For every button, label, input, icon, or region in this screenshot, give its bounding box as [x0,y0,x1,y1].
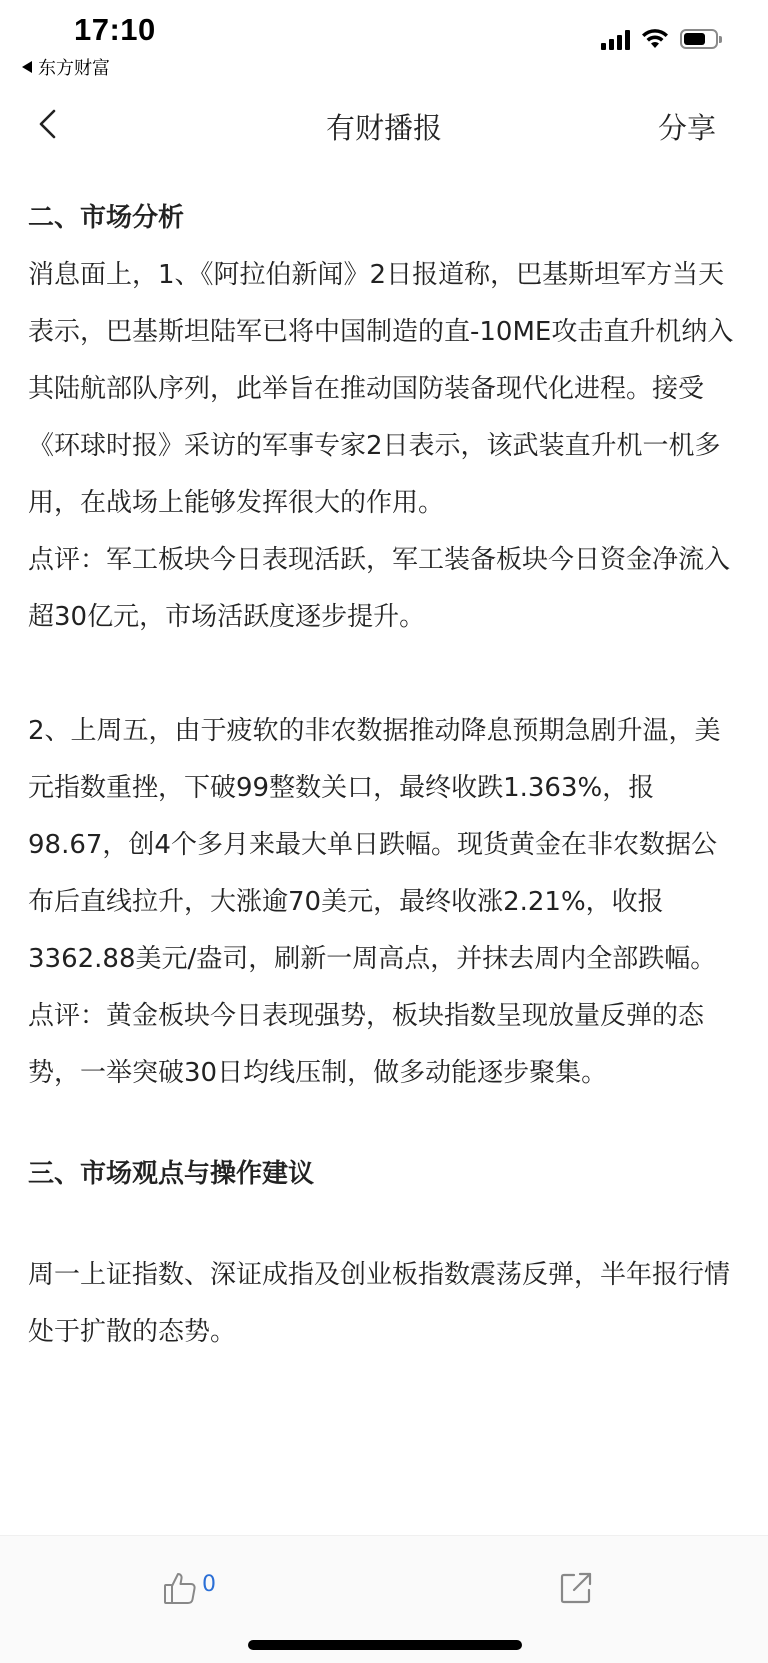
cellular-signal-icon [601,28,630,50]
battery-level [684,33,705,45]
share-out-icon[interactable] [558,1570,594,1606]
back-triangle-icon [22,61,32,73]
back-to-app[interactable] [22,54,110,80]
section-heading-market-view: 三、市场观点与操作建议 [28,1159,315,1189]
status-time: 17:10 [74,12,156,47]
back-app-label: 东方财富 [38,58,110,79]
spacer [28,1102,734,1146]
wifi-icon [640,28,670,50]
paragraph-news-2: 2、上周五，由于疲软的非农数据推动降息预期急剧升温，美元指数重挫，下破99整数关口，最终收跌1.363%，报98.67，创4个多月来最大单日跌幅。现货黄金在非农数据公布后直线拉升，大涨逾70美元，最终收涨2.21%，收报3362.88美元/盎司，刷新一周高点，并抹去周内全部跌幅。 [28,716,721,974]
share-button[interactable]: 分享 [657,111,716,145]
spacer [28,646,734,703]
section-heading-market-analysis: 二、市场分析 [28,203,185,233]
comment-1: 点评：军工板块今日表现活跃，军工装备板块今日资金净流入超30亿元，市场活跃度逐步提升。 [28,545,731,632]
home-indicator [248,1640,522,1650]
like-count: 0 [202,1572,216,1597]
spacer [28,1203,734,1247]
paragraph-market-view: 周一上证指数、深证成指及创业板指数震荡反弹，半年报行情处于扩散的态势。 [28,1260,731,1347]
comment-2: 点评：黄金板块今日表现强势，板块指数呈现放量反弹的态势，一举突破30日均线压制，做多动能逐步聚集。 [28,1001,705,1088]
thumbs-up-icon [162,1570,198,1606]
article-body [28,190,734,1361]
battery-icon [680,29,718,49]
status-bar [0,0,768,80]
like-button[interactable] [162,1570,216,1606]
nav-bar [0,90,768,160]
paragraph-news-1: 消息面上，1、《阿拉伯新闻》2日报道称，巴基斯坦军方当天表示，巴基斯坦陆军已将中国制造的直-10ME攻击直升机纳入其陆航部队序列，此举旨在推动国防装备现代化进程。接受《环球时报》采访的军事专家2日表示，该武装直升机一机多用，在战场上能够发挥很大的作用。 [28,260,734,518]
page-title: 有财播报 [325,111,442,145]
status-icons [601,28,718,50]
